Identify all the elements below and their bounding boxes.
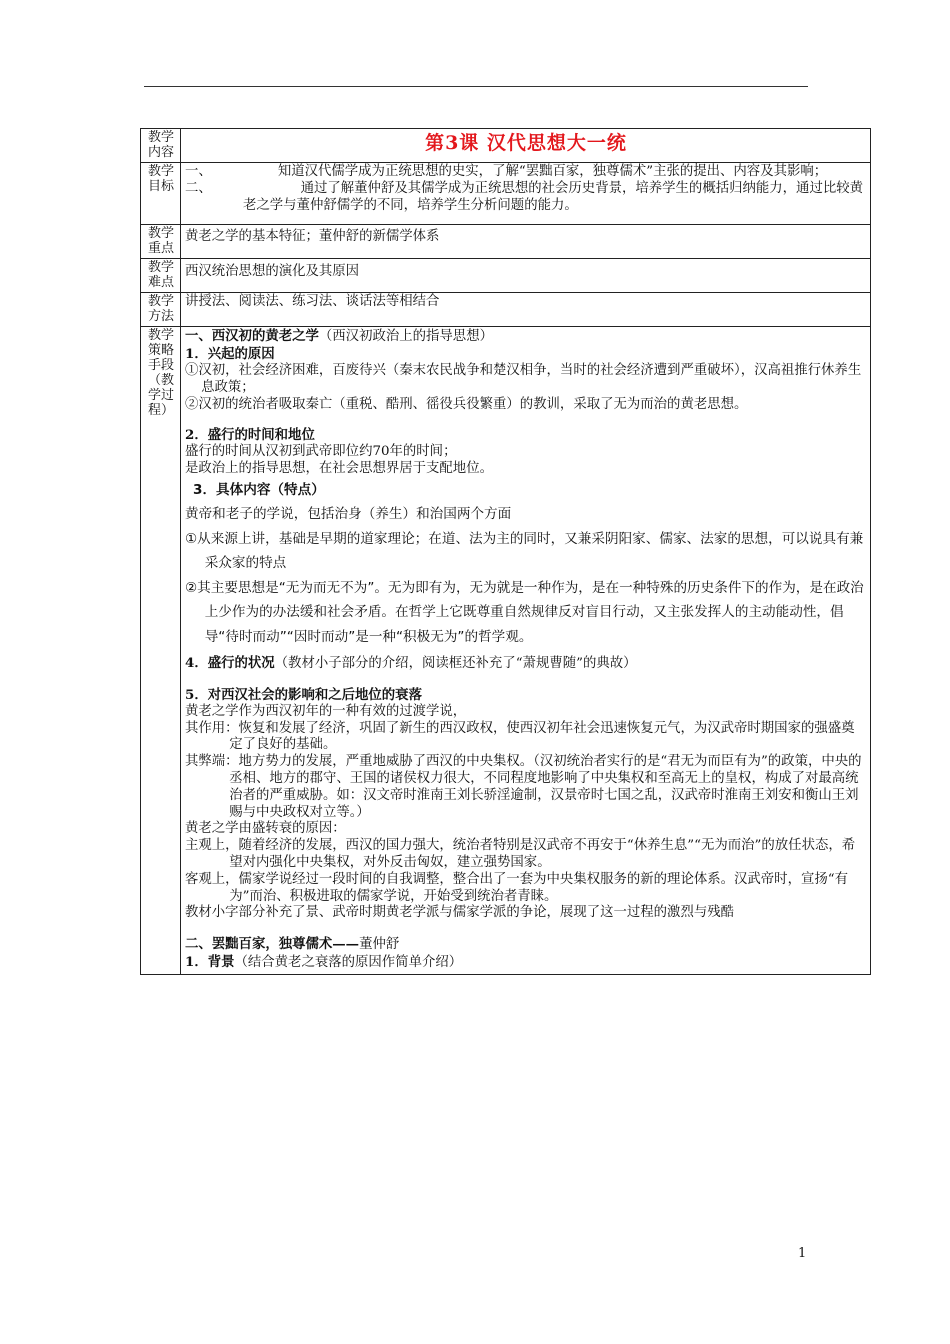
subsection-heading: 3．具体内容（特点） <box>193 481 325 498</box>
goal-item: 一、 知道汉代儒学成为正统思想的史实，了解“罢黜百家，独尊儒术”主张的提出、内容及其影响； <box>185 164 828 179</box>
process-cell <box>181 327 871 974</box>
paragraph: 黄老之学作为西汉初年的一种有效的过渡学说， <box>185 703 467 719</box>
lesson-plan-table <box>140 128 871 975</box>
lesson-title-cell <box>181 129 871 163</box>
row-difficult-point <box>141 259 871 293</box>
paragraph: 客观上，儒家学说经过一段时间的自我调整，整合出了一套为中央集权服务的新的理论体系。汉武帝时，宣扬“有为”而治、积极进取的儒家学说，开始受到统治者青睐。 <box>185 871 848 904</box>
label-content: 教学 内容 <box>141 129 181 163</box>
subsection-heading: 4．盛行的状况（教材小子部分的介绍，阅读框还补充了“萧规曹随”的典故） <box>185 655 637 672</box>
paragraph: 主观上，随着经济的发展，西汉的国力强大，统治者特别是汉武帝不再安于“休养生息”“无为而治”的放任状态，希望对内强化中央集权，对外反击匈奴，建立强势国家。 <box>185 838 856 871</box>
paragraph: 其弊端：地方势力的发展，严重地威胁了西汉的中央集权。（汉初统治者实行的是“君无为而臣有为”的政策，中央的丞相、地方的郡守、王国的诸侯权力很大，不同程度地影响了中央集权和至高无上的皇权，构成了对最高统治者的严重威胁。如：汉文帝时淮南王刘长骄淫逾制，汉景帝时七国之乱，汉武帝时淮南王刘安和衡山王刘赐与中央政权对立等。） <box>185 754 862 820</box>
label-key: 教学 重点 <box>141 225 181 259</box>
row-key-point <box>141 225 871 259</box>
subsection-heading: 1．兴起的原因 <box>185 346 275 363</box>
label-method: 教学 方法 <box>141 293 181 327</box>
method-text: 讲授法、阅读法、练习法、谈话法等相结合 <box>181 293 871 327</box>
key-point-text: 黄老之学的基本特征；董仲舒的新儒学体系 <box>181 225 871 259</box>
section-1-heading: 一、西汉初的黄老之学（西汉初政治上的指导思想） <box>185 328 493 345</box>
paragraph: ②其主要思想是“无为而无不为”。无为即有为，无为就是一种作为，是在一种特殊的历史条件下的作为，是在政治上少作为的办法缓和社会矛盾。在哲学上它既尊重自然规律反对盲目行动，又主张发挥人的主动能动性，倡导“待时而动”“因时而动”是一种“积极无为”的哲学观。 <box>185 579 864 645</box>
row-content <box>141 129 871 163</box>
pasted-text-block <box>185 478 867 650</box>
label-process: 教学 策略 手段 （教 学过 程） <box>141 327 181 974</box>
section-2-heading: 二、罢黜百家，独尊儒术——董仲舒 <box>185 936 400 953</box>
row-goals <box>141 163 871 225</box>
paragraph: 黄帝和老子的学说，包括治身（养生）和治国两个方面 <box>185 506 512 523</box>
subsection-heading: 2．盛行的时间和地位 <box>185 427 315 444</box>
subsection-heading: 5．对西汉社会的影响和之后地位的衰落 <box>185 687 422 704</box>
row-method <box>141 293 871 327</box>
difficult-point-text: 西汉统治思想的演化及其原因 <box>181 259 871 293</box>
goal-item: 二、 通过了解董仲舒及其儒学成为正统思想的社会历史背景，培养学生的概括归纳能力，通过比较黄老之学与董仲舒儒学的不同，培养学生分析问题的能力。 <box>185 180 864 213</box>
label-difficult: 教学 难点 <box>141 259 181 293</box>
subsection-heading: 1．背景（结合黄老之衰落的原因作简单介绍） <box>185 954 463 971</box>
paragraph: ①从来源上讲，基础是早期的道家理论；在道、法为主的同时，又兼采阴阳家、儒家、法家的思想，可以说具有兼采众家的特点 <box>185 530 864 572</box>
paragraph: 是政治上的指导思想，在社会思想界居于支配地位。 <box>185 460 493 476</box>
lesson-title: 第3课 汉代思想大一统 <box>425 132 627 154</box>
paragraph: 黄老之学由盛转衰的原因： <box>185 821 346 837</box>
paragraph: ①汉初，社会经济困难，百废待兴（秦末农民战争和楚汉相争，当时的社会经济遭到严重破坏），汉高祖推行休养生息政策； <box>185 362 862 395</box>
paragraph: 盛行的时间从汉初到武帝即位约70年的时间； <box>185 444 457 460</box>
header-rule <box>144 86 808 87</box>
row-process <box>141 327 871 974</box>
label-goals: 教学 目标 <box>141 163 181 225</box>
paragraph: 其作用：恢复和发展了经济，巩固了新生的西汉政权，使西汉初年社会迅速恢复元气，为汉武帝时期国家的强盛奠定了良好的基础。 <box>185 720 855 753</box>
goals-cell <box>181 163 871 225</box>
page-number: 1 <box>798 1246 807 1261</box>
paragraph: ②汉初的统治者吸取秦亡（重税、酷刑、徭役兵役繁重）的教训，采取了无为而治的黄老思想。 <box>185 396 748 412</box>
paragraph: 教材小字部分补充了景、武帝时期黄老学派与儒家学派的争论，展现了这一过程的激烈与残酷 <box>185 905 735 921</box>
